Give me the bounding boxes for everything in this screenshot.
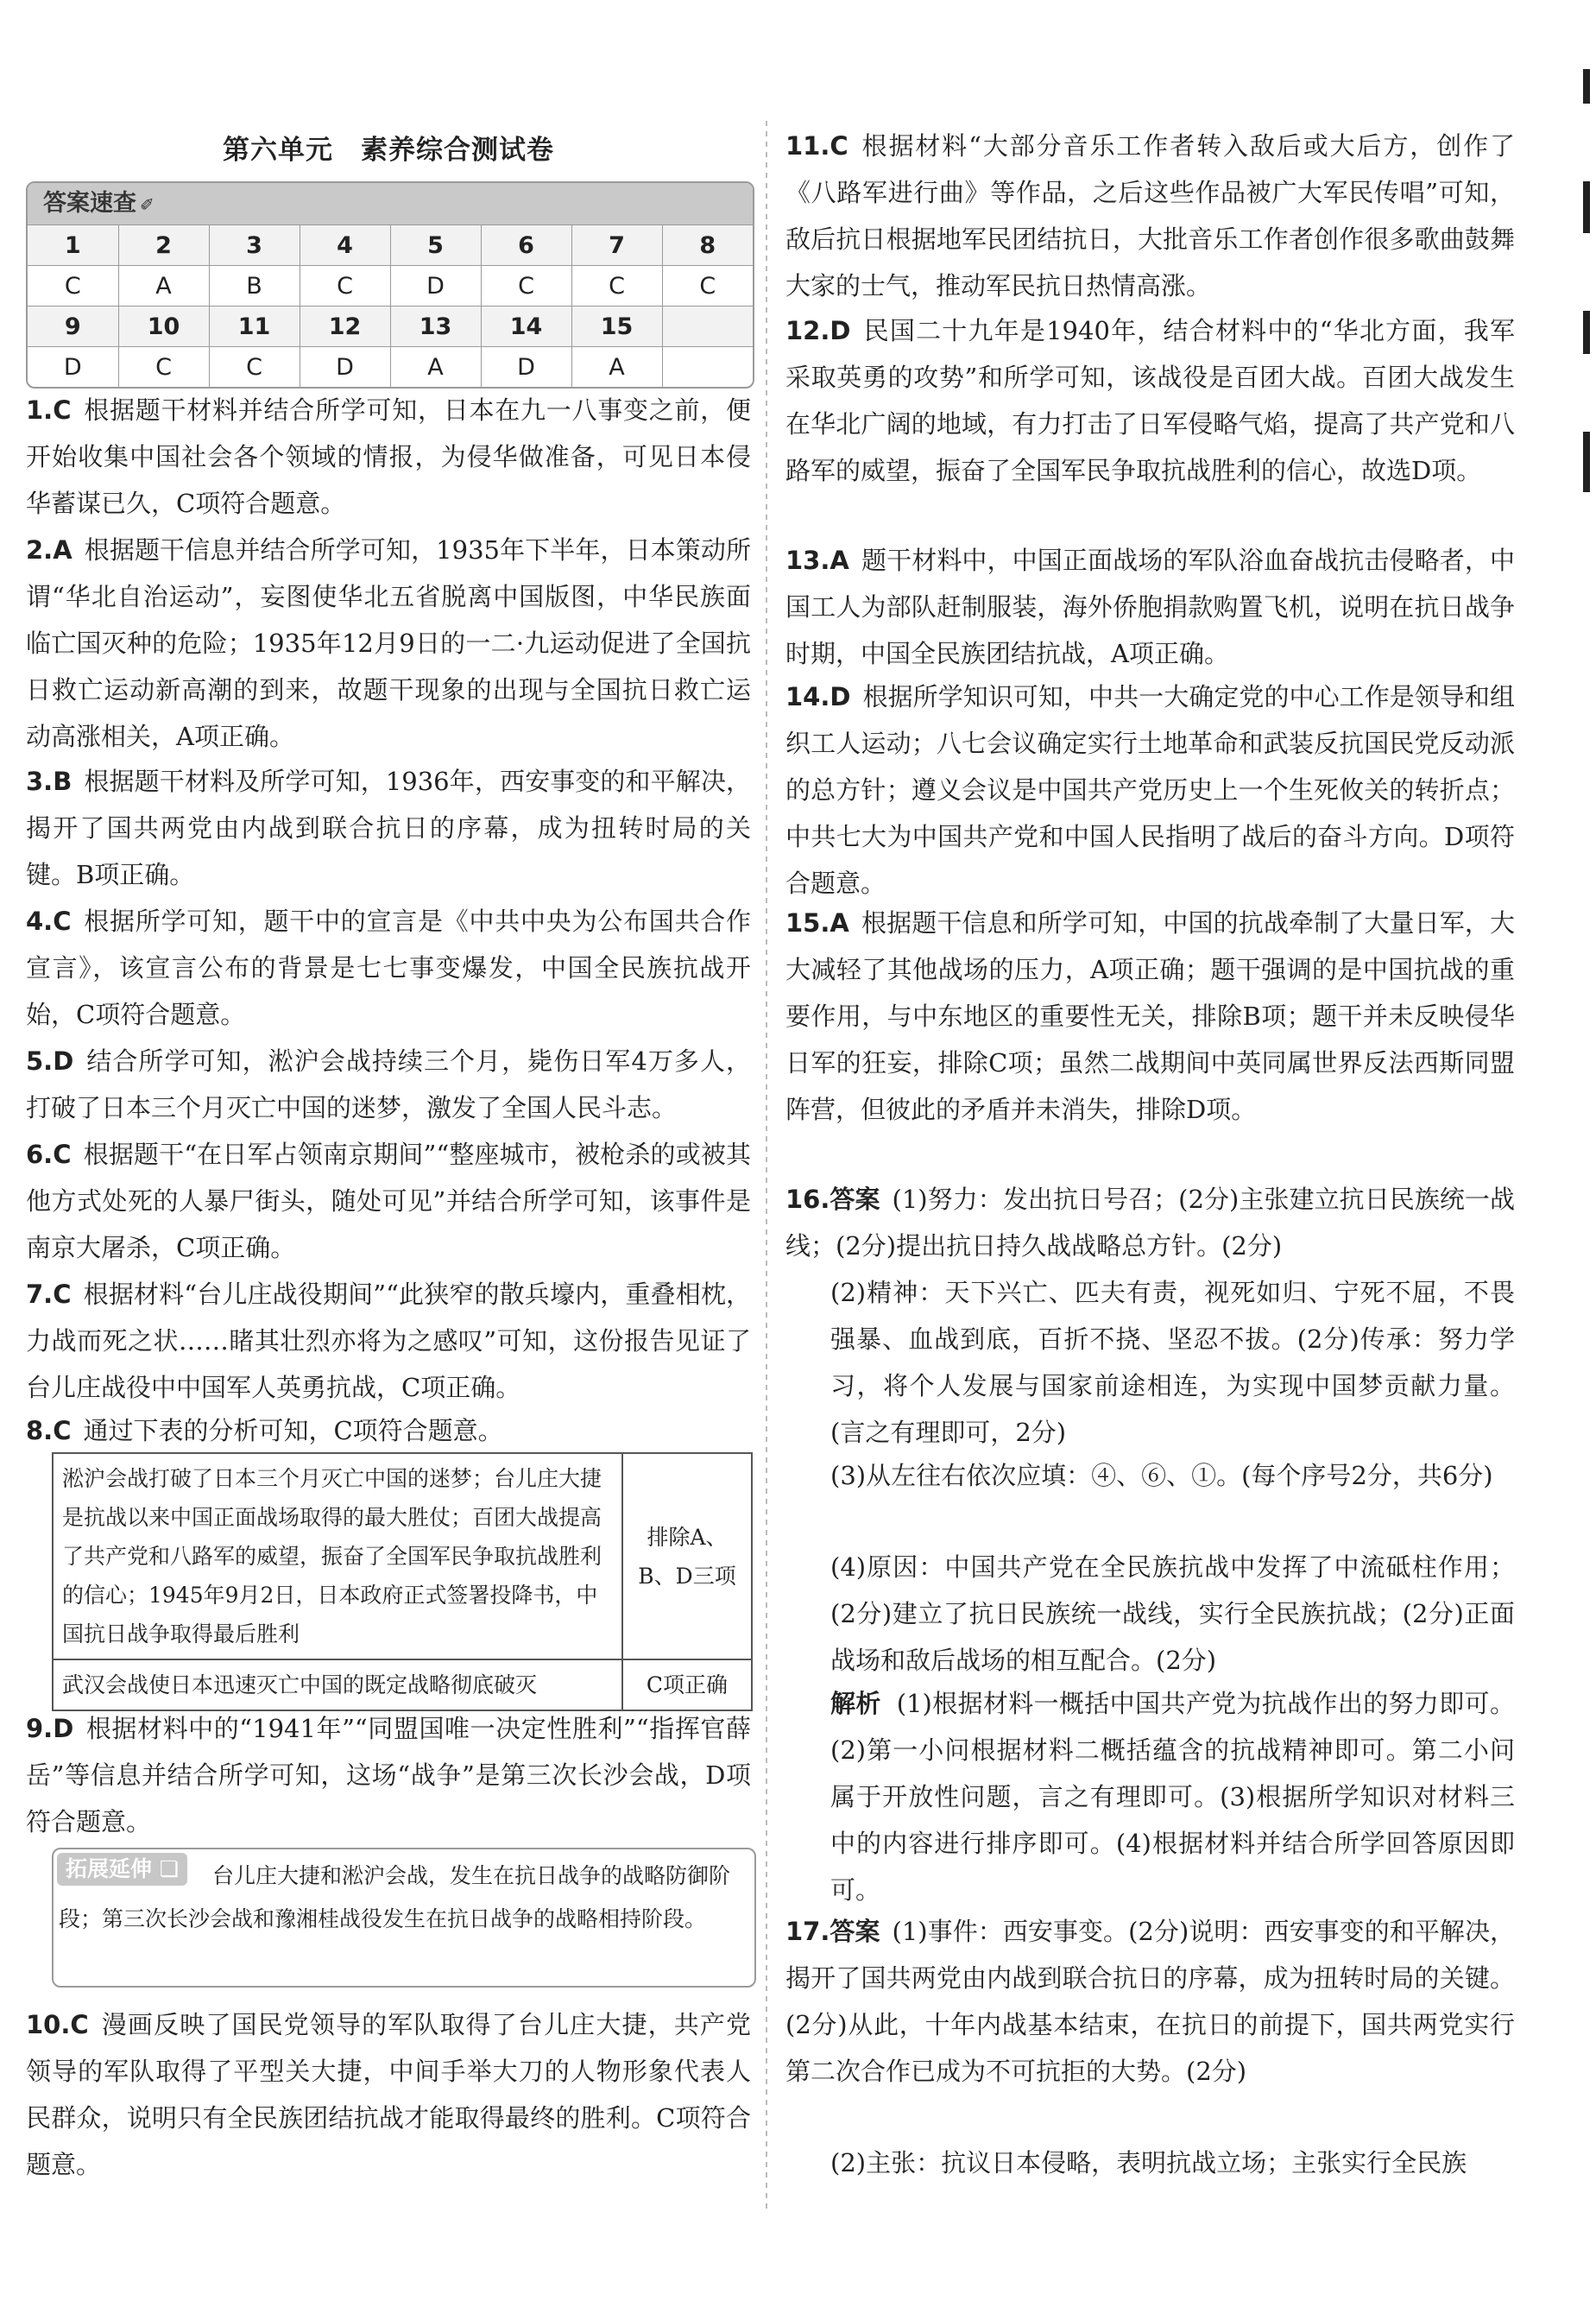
- answer-key: [26, 181, 754, 389]
- answer-item-15: 15.A 根据题干信息和所学可知，中国的抗战牵制了大量日军，大大减轻了其他战场的压力，A项正确；题干强调的是中国抗战的重要作用，与中东地区的重要性无关，排除B项；题干并未反映侵华日军的狂妄，排除C项；虽然二战期间中英同属世界反法西斯同盟阵营，但彼此的矛盾并未消失，排除D项。: [785, 908, 1515, 1124]
- answer-item-9: 9.D 根据材料中的“1941年”“同盟国唯一决定性胜利”“指挥官薛岳”等信息并结合所学可知，这场“战争”是第三次长沙会战，D项符合题意。: [26, 1714, 751, 1836]
- answer-17-part-2: (2)主张：抗议日本侵略，表明抗战立场；主张实行全民族: [830, 2148, 1467, 2177]
- answer-16-part-3: (3)从左往右依次应填：④、⑥、①。(每个序号2分，共6分): [830, 1461, 1493, 1490]
- answer-item-1: 1.C 根据题干材料并结合所学可知，日本在九一八事变之前，便开始收集中国社会各个领域的情报，为侵华做准备，可见日本侵华蓄谋已久，C项符合题意。: [26, 395, 751, 518]
- extension-text: 台儿庄大捷和淞沪会战，发生在抗日战争的战略防御阶段；第三次长沙会战和豫湘桂战役发生在抗日战争的战略相持阶段。: [59, 1863, 731, 1931]
- answer-item-11: 11.C 根据材料“大部分音乐工作者转入敌后或大后方，创作了《八路军进行曲》等作品，之后这些作品被广大军民传唱”可知，敌后抗日根据地军民团结抗日，大批音乐工作者创作很多歌曲鼓舞大家的士气，推动军民抗日热情高涨。: [785, 131, 1515, 300]
- table-row: [53, 1659, 752, 1710]
- answer-key-row: 1 2 3 4 5 6 7 8: [28, 225, 753, 266]
- pencil-icon: ✐: [140, 194, 155, 215]
- column-divider: [766, 121, 767, 2210]
- extension-tag: 拓展延伸 ❏: [57, 1853, 187, 1886]
- extension-box: [52, 1848, 756, 1988]
- table-cell: 淞沪会战打破了日本三个月灭亡中国的迷梦；台儿庄大捷是抗战以来中国正面战场取得的最大胜仗；百团大战提高了共产党和八路军的威望，振奋了全国军民争取抗战胜利的信心；1945年9月2日，日本政府正式签署投降书，中国抗日战争取得最后胜利: [53, 1453, 622, 1659]
- answer-item-2: 2.A 根据题干信息并结合所学可知，1935年下半年，日本策动所谓“华北自治运动”，妄图使华北五省脱离中国版图，中华民族面临亡国灭种的危险；1935年12月9日的一二·九运动促进了全国抗日救亡运动新高潮的到来，故题干现象的出现与全国抗日救亡运动高涨相关，A项正确。: [26, 535, 751, 751]
- answer-item-5: 5.D 结合所学可知，淞沪会战持续三个月，毙伤日军4万多人，打破了日本三个月灭亡中国的迷梦，激发了全国人民斗志。: [26, 1046, 751, 1122]
- answer-item-4: 4.C 根据所学可知，题干中的宣言是《中共中央为公布国共合作宣言》，该宣言公布的背景是七七事变爆发，中国全民族抗战开始，C项符合题意。: [26, 907, 751, 1029]
- answer-key-row: D C C D A D A: [28, 347, 753, 388]
- answer-item-16: 16.答案 (1)努力：发出抗日号召；(2分)主张建立抗日民族统一战线；(2分)提出抗日持久战战略总方针。(2分): [785, 1185, 1515, 1261]
- page-edge-marks: [1571, 69, 1596, 2141]
- answer-key-table: [28, 224, 753, 387]
- answer-key-row: C A B C D C C C: [28, 266, 753, 307]
- answer-item-13: 13.A 题干材料中，中国正面战场的军队浴血奋战抗击侵略者，中国工人为部队赶制服装，海外侨胞捐款购置飞机，说明在抗日战争时期，中国全民族团结抗战，A项正确。: [785, 546, 1515, 668]
- answer-16-analysis: 解析 (1)根据材料一概括中国共产党为抗战作出的努力即可。(2)第一小问根据材料二概括蕴含的抗战精神即可。第二小问属于开放性问题，言之有理即可。(3)根据所学知识对材料三中的内容进行排序即可。(4)根据材料并结合所学回答原因即可。: [830, 1689, 1515, 1905]
- table-row: [53, 1453, 752, 1659]
- answer-item-17: 17.答案 (1)事件：西安事变。(2分)说明：西安事变的和平解决，揭开了国共两党由内战到联合抗日的序幕，成为扭转时局的关键。(2分)从此，十年内战基本结束，在抗日的前提下，国共两党实行第二次合作已成为不可抗拒的大势。(2分): [785, 1917, 1515, 2086]
- answer-item-10: 10.C 漫画反映了国民党领导的军队取得了台儿庄大捷，共产党领导的军队取得了平型关大捷，中间手举大刀的人物形象代表人民群众，说明只有全民族团结抗战才能取得最终的胜利。C项符合题意。: [26, 2010, 751, 2179]
- answer-item-3: 3.B 根据题干材料及所学可知，1936年，西安事变的和平解决，揭开了国共两党由内战到联合抗日的序幕，成为扭转时局的关键。B项正确。: [26, 767, 751, 889]
- page-title: 第六单元 素养综合测试卷: [223, 135, 554, 166]
- answer-item-14: 14.D 根据所学知识可知，中共一大确定党的中心工作是领导和组织工人运动；八七会议确定实行土地革命和武装反抗国民党反动派的总方针；遵义会议是中国共产党历史上一个生死攸关的转折点；中共七大为中国共产党和中国人民指明了战后的奋斗方向。D项符合题意。: [785, 682, 1515, 898]
- answer-key-row: 9 10 11 12 13 14 15: [28, 307, 753, 347]
- answer-16-part-2: (2)精神：天下兴亡、匹夫有责，视死如归、宁死不屈，不畏强暴、血战到底，百折不挠、坚忍不拔。(2分)传承：努力学习，将个人发展与国家前途相连，为实现中国梦贡献力量。(言之有理即可，2分): [830, 1278, 1515, 1447]
- answer-item-6: 6.C 根据题干“在日军占领南京期间”“整座城市，被枪杀的或被其他方式处死的人暴尸街头，随处可见”并结合所学可知，该事件是南京大屠杀，C项正确。: [26, 1140, 751, 1262]
- answer-item-8: 8.C 通过下表的分析可知，C项符合题意。: [26, 1416, 503, 1445]
- table-cell: C项正确: [622, 1659, 752, 1710]
- answer-item-7: 7.C 根据材料“台儿庄战役期间”“此狭窄的散兵壕内，重叠相枕，力战而死之状……睹其壮烈亦将为之感叹”可知，这份报告见证了台儿庄战役中中国军人英勇抗战，C项正确。: [26, 1280, 751, 1402]
- table-cell: 排除A、B、D三项: [622, 1453, 752, 1659]
- answer-key-header: 答案速查 ✐: [28, 183, 753, 224]
- book-icon: ❏: [159, 1856, 180, 1881]
- answer-16-part-4: (4)原因：中国共产党在全民族抗战中发挥了中流砥柱作用；(2分)建立了抗日民族统一战线，实行全民族抗战；(2分)正面战场和敌后战场的相互配合。(2分): [830, 1552, 1515, 1675]
- answer-item-12: 12.D 民国二十九年是1940年，结合材料中的“华北方面，我军采取英勇的攻势”和所学可知，该战役是百团大战。百团大战发生在华北广阔的地域，有力打击了日军侵略气焰，提高了共产党和八路军的威望，振奋了全国军民争取抗战胜利的信心，故选D项。: [785, 316, 1515, 485]
- table-cell: 武汉会战使日本迅速灭亡中国的既定战略彻底破灭: [53, 1659, 622, 1710]
- analysis-table: [52, 1452, 753, 1711]
